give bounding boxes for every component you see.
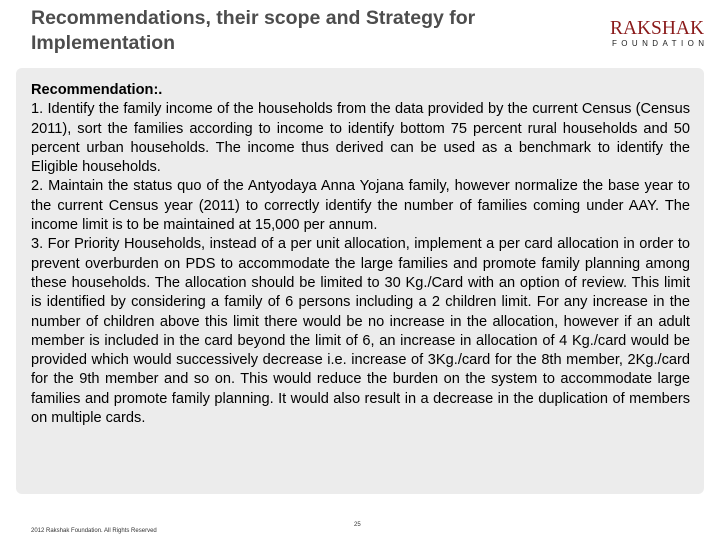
slide-title: Recommendations, their scope and Strategy for Implementation (31, 7, 476, 54)
svg-text:RAKSHAK: RAKSHAK (610, 17, 705, 39)
recommendation-item-3: 3. For Priority Households, instead of a per unit allocation, implement a per card allocation in order to prevent overburden on PDS to accommodate the large families and promote family planning among these households. The allocation should be limited to 30 Kg./Card with an option of review. This limit is identified by considering a family of 6 persons including a 2 children limit. For any increase in the number of children above this limit there would be no increase in the allocation, however if an adult member is included in the card beyond the limit of 6, an increase in allocation of 4 Kg./card would be provided which would successively decrease i.e. increase of 3Kg./card for the 8th member, 2Kg./card for the 9th member and so on. This would reduce the burden on the system to accommodate large families and promote family planning. It would also result in a decrease in the duplication of members on multiple cards. (31, 236, 690, 427)
recommendation-item-1: 1. Identify the family income of the households from the data provided by the current Census (Census 2011), sort the families according to income to identify bottom 75 percent rural households and 50 percent urban households. The income thus derived can be used as a benchmark to identify the Eligible households. (31, 101, 690, 176)
recommendations-body (31, 81, 690, 428)
svg-text:FOUNDATION: FOUNDATION (612, 39, 704, 48)
rakshak-foundation-logo (606, 15, 710, 49)
footer-copyright: 2012 Rakshak Foundation. All Rights Reserved (31, 528, 157, 534)
recommendation-heading: Recommendation:. (31, 82, 163, 98)
page-number: 25 (354, 522, 361, 528)
recommendation-item-2: 2. Maintain the status quo of the Antyodaya Anna Yojana family, however normalize the base year to the current Census year (2011) to correctly identify the number of families coming under AAY. The income limit is to be maintained at 15,000 per annum. (31, 178, 690, 234)
